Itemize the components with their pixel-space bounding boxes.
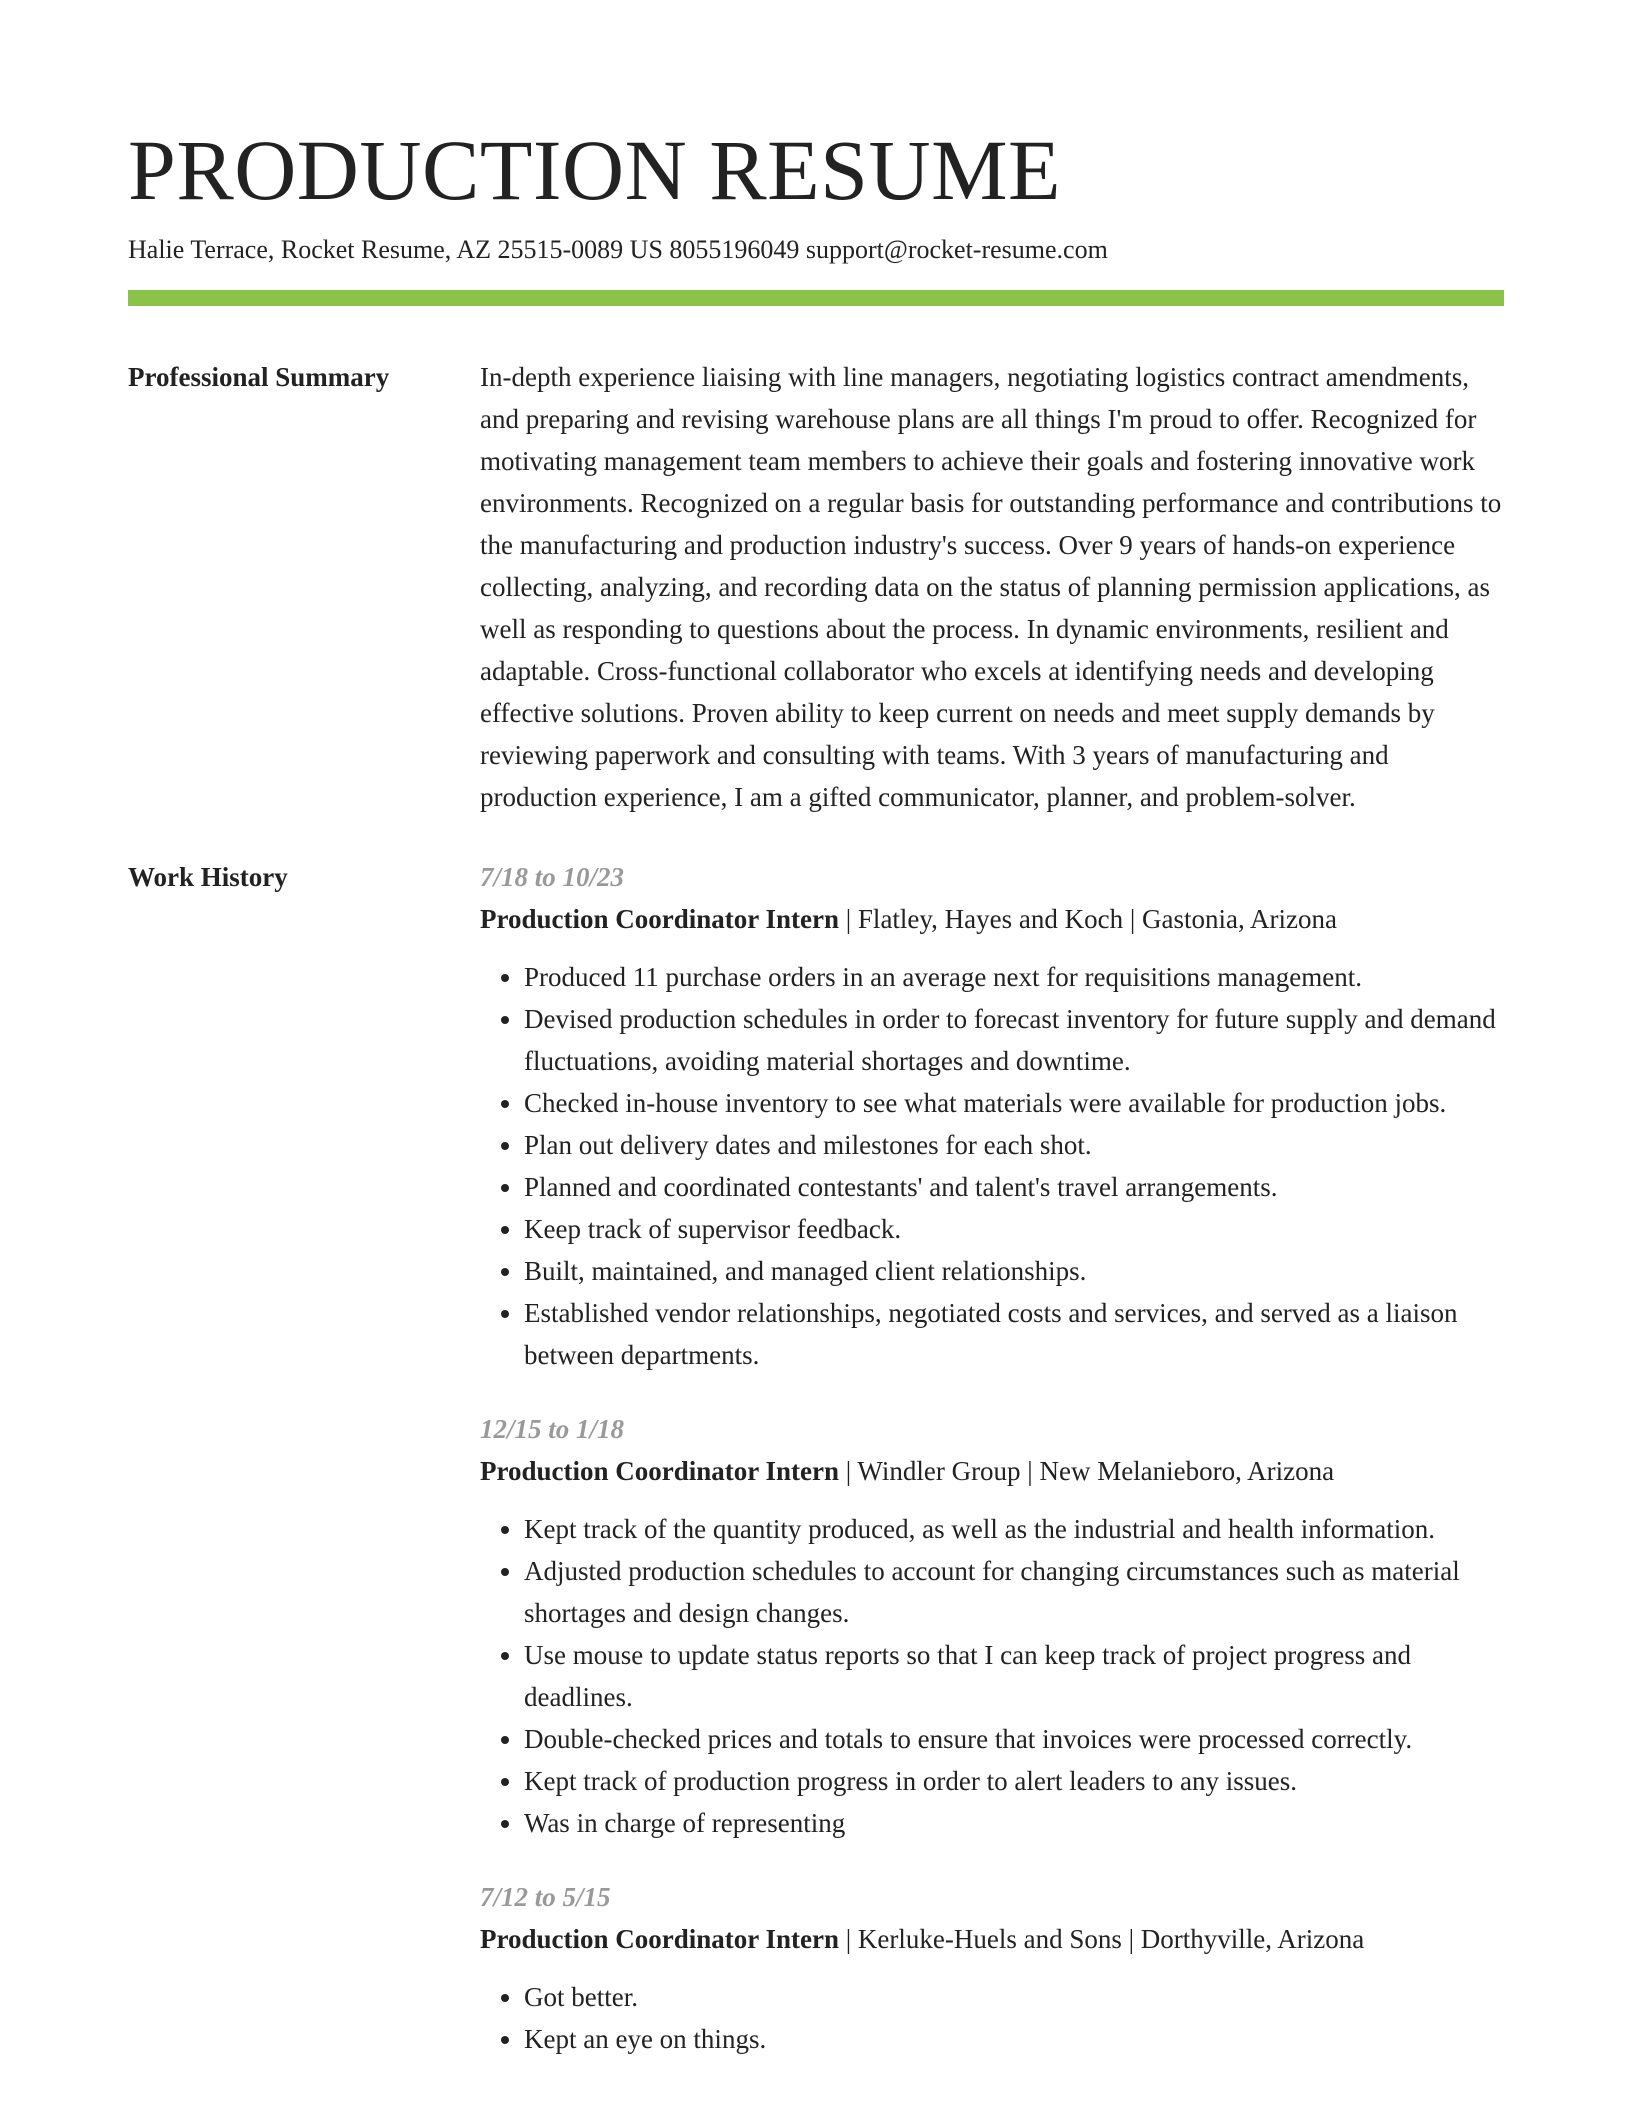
section-label-work-history: Work History <box>128 862 288 892</box>
job-bullet: • Double-checked prices and totals to ensure that invoices were processed correctly. <box>524 1718 1504 1760</box>
job-date: 12/15 to 1/18 <box>480 1414 625 1444</box>
contact-info: Halie Terrace, Rocket Resume, AZ 25515-0089 US 8055196049 support@rocket-resume.com <box>128 235 1108 264</box>
job-bullet: • Kept track of production progress in order to alert leaders to any issues. <box>524 1760 1504 1802</box>
job-bullet: • Use mouse to update status reports so that I can keep track of project progress and deadlines. <box>524 1634 1504 1718</box>
job-title: Production Coordinator Intern <box>480 1924 840 1954</box>
job-entry <box>480 1876 1504 2060</box>
job-details: | Kerluke-Huels and Sons | Dorthyville, Arizona <box>839 1924 1365 1954</box>
work-history-section <box>128 856 1504 2092</box>
job-bullet: • Built, maintained, and managed client relationships. <box>524 1250 1504 1292</box>
job-bullet: • Kept track of the quantity produced, as well as the industrial and health information. <box>524 1508 1504 1550</box>
job-bullet: • Plan out delivery dates and milestones for each shot. <box>524 1124 1504 1166</box>
job-bullet: • Kept an eye on things. <box>524 2018 1504 2060</box>
job-details: | Flatley, Hayes and Koch | Gastonia, Arizona <box>839 904 1337 934</box>
work-history-body <box>480 856 1504 2092</box>
job-bullet: • Checked in-house inventory to see what materials were available for production jobs. <box>524 1082 1504 1124</box>
header-divider <box>128 290 1504 306</box>
job-heading <box>480 1450 1504 1492</box>
resume-title: PRODUCTION RESUME <box>128 122 1062 218</box>
job-bullet: • Got better. <box>524 1976 1504 2018</box>
professional-summary-section <box>128 356 1504 818</box>
summary-body <box>480 356 1504 818</box>
job-entry <box>480 1408 1504 1844</box>
job-title: Production Coordinator Intern <box>480 1456 840 1486</box>
job-bullet: • Devised production schedules in order to forecast inventory for future supply and demand fluctuations, avoiding material shortages and downtime. <box>524 998 1504 1082</box>
job-date: 7/18 to 10/23 <box>480 862 625 892</box>
job-bullets <box>480 1976 1504 2060</box>
job-details: | Windler Group | New Melanieboro, Arizona <box>839 1456 1335 1486</box>
job-bullet: • Was in charge of representing <box>524 1802 1504 1844</box>
job-heading <box>480 1918 1504 1960</box>
job-bullet: • Established vendor relationships, negotiated costs and services, and served as a liaison between departments. <box>524 1292 1504 1376</box>
job-bullet: • Produced 11 purchase orders in an average next for requisitions management. <box>524 956 1504 998</box>
job-date: 7/12 to 5/15 <box>480 1882 611 1912</box>
job-title: Production Coordinator Intern <box>480 904 840 934</box>
summary-text: In-depth experience liaising with line managers, negotiating logistics contract amendments, and preparing and revising warehouse plans are all things I'm proud to offer. Recognized for motivating management team members to achieve their goals and fostering innovative work environments. Recognized on a regular basis for outstanding performance and contributions to the manufacturing and production industry's success. Over 9 years of hands-on experience collecting, analyzing, and recording data on the status of planning permission applications, as well as responding to questions about the process. In dynamic environments, resilient and adaptable. Cross-functional collaborator who excels at identifying needs and developing effective solutions. Proven ability to keep current on needs and meet supply demands by reviewing paperwork and consulting with teams. With 3 years of manufacturing and production experience, I am a gifted communicator, planner, and problem-solver. <box>480 362 1502 812</box>
job-bullet: • Adjusted production schedules to account for changing circumstances such as material shortages and design changes. <box>524 1550 1504 1634</box>
job-bullets <box>480 1508 1504 1844</box>
job-bullet: • Planned and coordinated contestants' and talent's travel arrangements. <box>524 1166 1504 1208</box>
job-heading <box>480 898 1504 940</box>
job-bullets <box>480 956 1504 1376</box>
job-bullet: • Keep track of supervisor feedback. <box>524 1208 1504 1250</box>
job-entry <box>480 856 1504 1376</box>
section-label-summary: Professional Summary <box>128 362 390 392</box>
